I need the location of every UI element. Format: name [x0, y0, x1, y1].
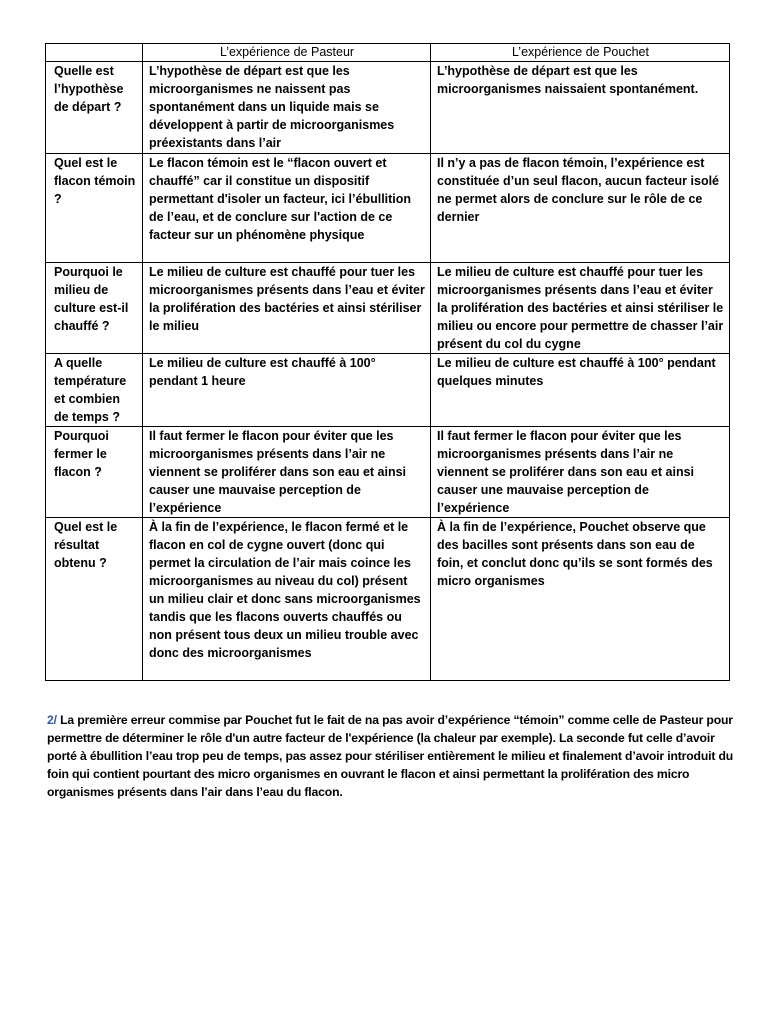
header-empty-cell — [46, 44, 143, 62]
row-pasteur-cell: À la fin de l’expérience, le flacon fermé et le flacon en col de cygne ouvert (donc qui permet la circulation de l’air mais coince les microorganismes au niveau du col) présent un milieu clair et donc sans microorganismes tandis que les flacons ouverts chauffés ou non présent tous deux un milieu trouble avec donc des microorganismes — [143, 518, 431, 681]
row-question: Quelle est l’hypothèse de départ ? — [46, 62, 143, 154]
row-pouchet-cell: Il faut fermer le flacon pour éviter que les microorganismes présents dans l’air ne viennent se proliférer dans son eau et ainsi causer une mauvaise perception de l’expérience — [431, 427, 730, 518]
row-question: Pourquoi le milieu de culture est-il chauffé ? — [46, 263, 143, 354]
row-pasteur-cell: L’hypothèse de départ est que les microorganismes ne naissent pas spontanément dans un liquide mais se développent à partir de microorganismes préexistants dans l’air — [143, 62, 431, 154]
row-pouchet-cell: L’hypothèse de départ est que les microorganismes naissaient spontanément. — [431, 62, 730, 154]
row-question: Pourquoi fermer le flacon ? — [46, 427, 143, 518]
table-row — [46, 263, 730, 354]
row-pasteur-cell: Il faut fermer le flacon pour éviter que les microorganismes présents dans l’air ne viennent se proliférer dans son eau et ainsi causer une mauvaise perception de l’expérience — [143, 427, 431, 518]
row-pouchet-cell: Il n’y a pas de flacon témoin, l’expérience est constituée d’un seul flacon, aucun facteur isolé ne permet alors de conclure sur le rôle de ce dernier — [431, 154, 730, 263]
row-pouchet-cell: Le milieu de culture est chauffé à 100° pendant quelques minutes — [431, 354, 730, 427]
header-pouchet: L’expérience de Pouchet — [431, 44, 730, 62]
answer-number: 2/ — [47, 713, 57, 728]
row-pasteur-cell: Le milieu de culture est chauffé pour tuer les microorganismes présents dans l’eau et éviter la prolifération des bactéries et ainsi stériliser le milieu — [143, 263, 431, 354]
table-row — [46, 518, 730, 681]
comparison-table — [45, 43, 730, 681]
table-row — [46, 427, 730, 518]
row-pasteur-cell: Le flacon témoin est le “flacon ouvert et chauffé” car il constitue un dispositif permettant d'isoler un facteur, ici l’ébullition de l’eau, et de conclure sur l'action de ce facteur sur un phénomène physique — [143, 154, 431, 263]
table-header-row — [46, 44, 730, 62]
row-pouchet-cell: Le milieu de culture est chauffé pour tuer les microorganismes présents dans l’eau et éviter la prolifération des bactéries et ainsi stériliser le milieu ou encore pour permettre de chasser l’air présent du col du cygne — [431, 263, 730, 354]
header-pasteur: L’expérience de Pasteur — [143, 44, 431, 62]
answer-paragraph — [47, 711, 737, 801]
table-row — [46, 62, 730, 154]
table-row — [46, 354, 730, 427]
row-question: Quel est le résultat obtenu ? — [46, 518, 143, 681]
table-row — [46, 154, 730, 263]
row-question: A quelle température et combien de temps ? — [46, 354, 143, 427]
row-pasteur-cell: Le milieu de culture est chauffé à 100° pendant 1 heure — [143, 354, 431, 427]
row-pouchet-cell: À la fin de l’expérience, Pouchet observe que des bacilles sont présents dans son eau de foin, et conclut donc qu’ils se sont formés des micro organismes — [431, 518, 730, 681]
answer-text: La première erreur commise par Pouchet fut le fait de na pas avoir d’expérience “témoin” comme celle de Pasteur pour permettre de déterminer le rôle d'un autre facteur de l'expérience (la chaleur par exemple). La seconde fut celle d’avoir porté à ébullition l’eau trop peu de temps, pas assez pour stériliser entièrement le milieu et finalement d’avoir introduit du foin qui contient pourtant des micro organismes en ouvrant le flacon et ainsi permettant la prolifération des micro organismes présents dans l’air dans l’eau du flacon. — [47, 713, 734, 800]
row-question: Quel est le flacon témoin ? — [46, 154, 143, 263]
